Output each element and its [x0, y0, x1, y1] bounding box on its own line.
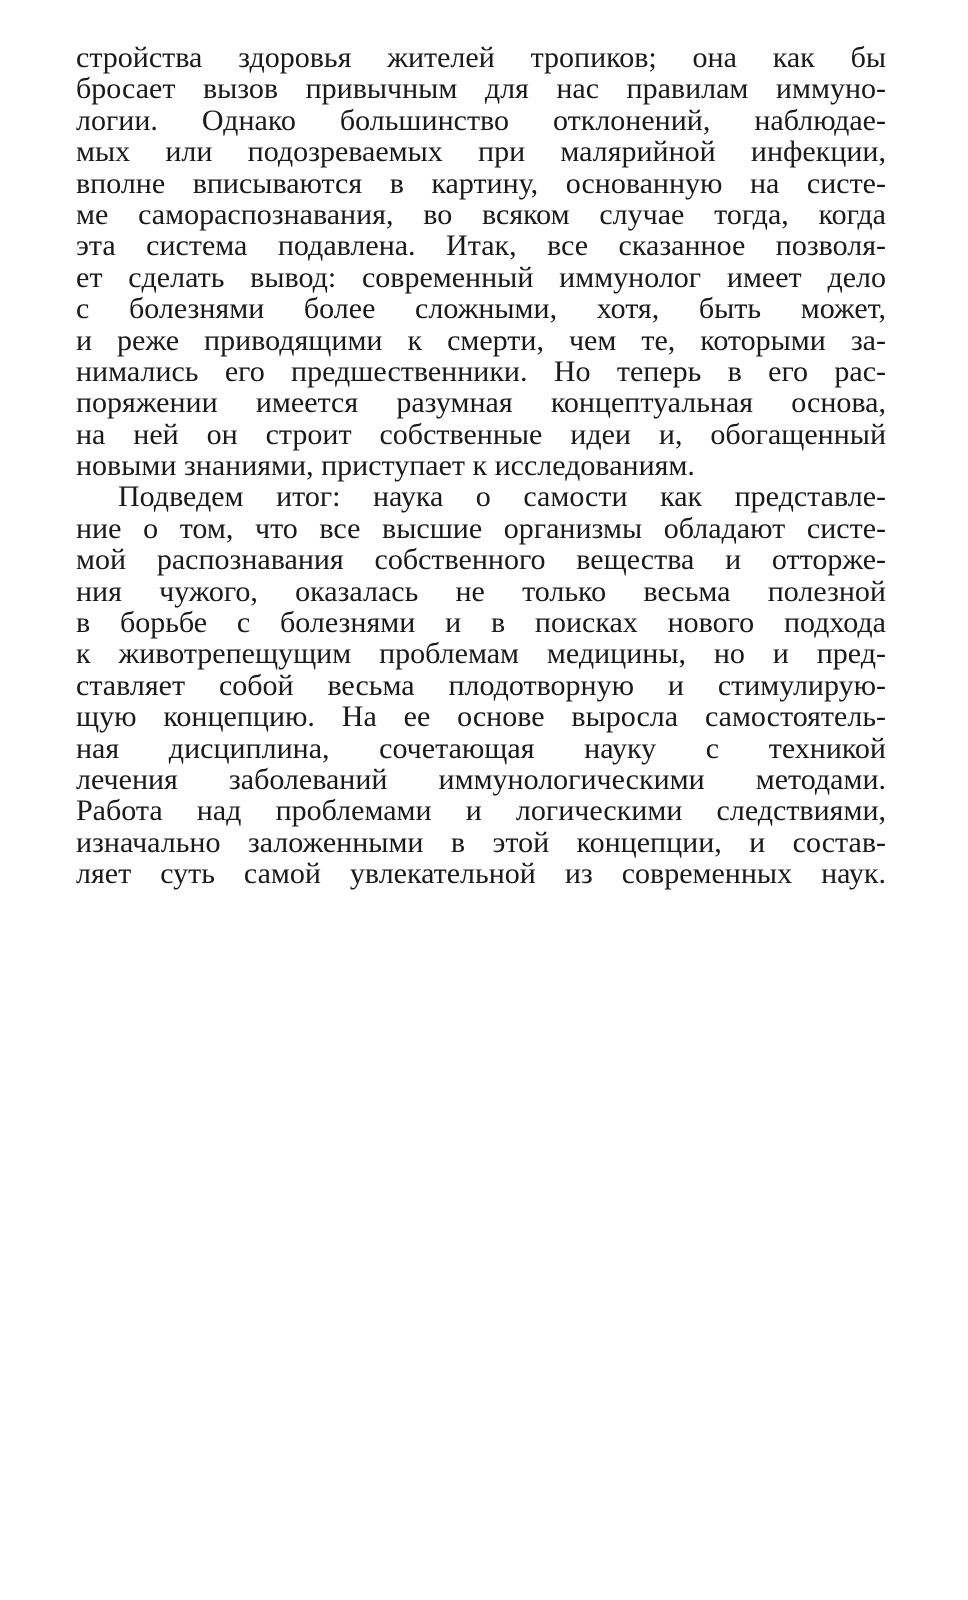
text-line: Подведем итог: наука о самости как представле-: [118, 480, 886, 514]
paragraph-1: [76, 42, 886, 481]
page-text: [76, 42, 886, 890]
text-line: ния чужого, оказалась не только весьма полезной: [76, 574, 886, 608]
text-line: ме самораспознавания, во всяком случае тогда, когда: [76, 197, 886, 231]
text-line: ние о том, что все высшие организмы обладают систе-: [76, 511, 886, 545]
text-line: в борьбе с болезнями и в поисках нового подхода: [76, 606, 886, 640]
text-line: лечения заболеваний иммунологическими методами.: [76, 762, 886, 796]
text-line: ляет суть самой увлекательной из современных наук.: [76, 857, 886, 891]
text-line: к животрепещущим проблемам медицины, но и пред-: [76, 637, 886, 671]
text-line: бросает вызов привычным для нас правилам иммуно-: [76, 72, 886, 106]
text-line: и реже приводящими к смерти, чем те, которыми за-: [76, 323, 886, 357]
text-line: на ней он строит собственные идеи и, обогащенный: [76, 417, 886, 451]
text-line: мой распознавания собственного вещества и отторже-: [76, 543, 886, 577]
text-line: мых или подозреваемых при малярийной инфекции,: [76, 135, 886, 169]
text-line: эта система подавлена. Итак, все сказанное позволя-: [76, 229, 886, 263]
text-line: ставляет собой весьма плодотворную и стимулирую-: [76, 668, 886, 702]
text-line: ная дисциплина, сочетающая науку с техникой: [76, 731, 886, 765]
text-line: с болезнями более сложными, хотя, быть может,: [76, 292, 886, 326]
text-line: ет сделать вывод: современный иммунолог имеет дело: [76, 260, 886, 294]
text-line: щую концепцию. На ее основе выросла самостоятель-: [76, 700, 886, 734]
text-line: логии. Однако большинство отклонений, наблюдае-: [76, 103, 886, 137]
paragraph-2: [76, 481, 886, 889]
text-line: новыми знаниями, приступает к исследованиям.: [76, 449, 695, 483]
text-line: нимались его предшественники. Но теперь в его рас-: [76, 354, 886, 388]
text-line: Работа над проблемами и логическими следствиями,: [76, 794, 886, 828]
text-line: поряжении имеется разумная концептуальная основа,: [76, 386, 886, 420]
text-line: изначально заложенными в этой концепции, и состав-: [76, 825, 886, 859]
text-line: вполне вписываются в картину, основанную на систе-: [76, 166, 886, 200]
text-line: стройства здоровья жителей тропиков; она как бы: [76, 41, 886, 74]
